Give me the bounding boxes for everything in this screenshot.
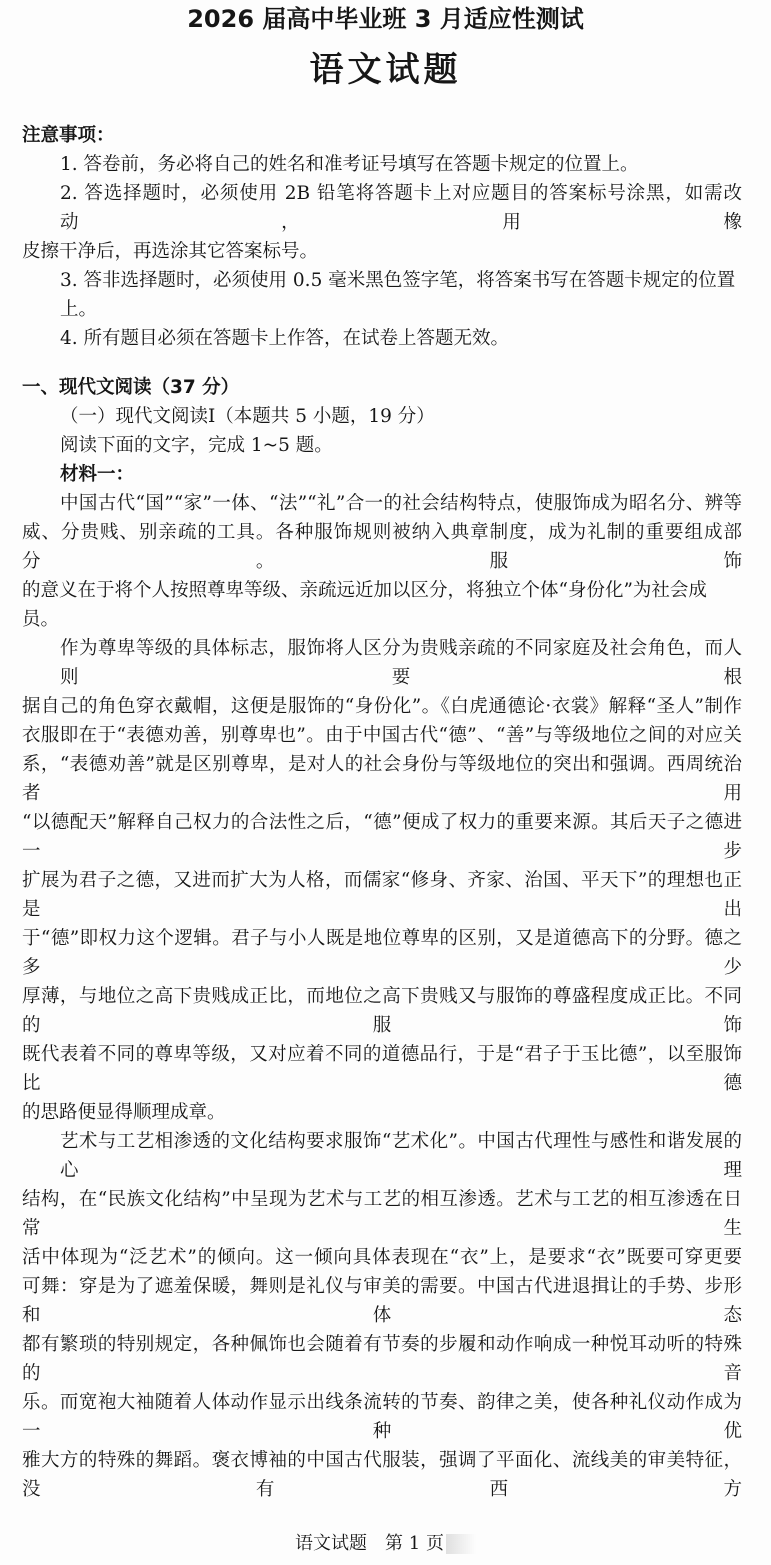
- passage-line: 威、分贵贱、别亲疏的工具。各种服饰规则被纳入典章制度，成为礼制的重要组成部分。服饰: [22, 522, 742, 572]
- passage-line: 衣服即在于“表德劝善，别尊卑也”。由于中国古代“德”、“善”与等级地位之间的对应关: [22, 725, 742, 746]
- notice-heading: 注意事项：: [22, 125, 115, 146]
- page-number: 语文试题 第 1 页: [295, 1533, 444, 1554]
- passage-line: 的意义在于将个人按照尊卑等级、亲疏远近加以区分，将独立个体“身份化”为社会成员。: [22, 580, 707, 630]
- passage-line: 于“德”即权力这个逻辑。君子与小人既是地位尊卑的区别，又是道德高下的分野。德之多少: [22, 928, 742, 978]
- passage-line: 扩展为君子之德，又进而扩大为人格，而儒家“修身、齐家、治国、平天下”的理想也正是出: [22, 870, 742, 920]
- section-header: [22, 373, 742, 489]
- subject-title: 语文试题: [309, 50, 462, 90]
- passage-line: 结构，在“民族文化结构”中呈现为艺术与工艺的相互渗透。艺术与工艺的相互渗透在日常生: [22, 1189, 742, 1239]
- passage-line: 乐。而宽袍大袖随着人体动作显示出线条流转的节奏、韵律之美，使各种礼仪动作成为一种优: [22, 1392, 742, 1442]
- notice-item-continued: 皮擦干净后，再选涂其它答案标号。: [22, 241, 319, 262]
- exam-title: 2026 届高中毕业班 3 月适应性测试: [187, 5, 584, 33]
- passage-line: 中国古代“国”“家”一体、“法”“礼”合一的社会结构特点，使服饰成为昭名分、辨等: [60, 493, 742, 514]
- passage-line: 据自己的角色穿衣戴帽，这便是服饰的“身份化”。《白虎通德论·衣裳》解释“圣人”制作: [22, 696, 742, 717]
- notice-section: [22, 121, 742, 353]
- passage-line: 都有繁琐的特别规定，各种佩饰也会随着有节奏的步履和动作响成一种悦耳动听的特殊的音: [22, 1334, 742, 1384]
- passage-line: 的思路便显得顺理成章。: [22, 1102, 226, 1123]
- passage-line: 作为尊卑等级的具体标志，服饰将人区分为贵贱亲疏的不同家庭及社会角色，而人则要根: [60, 638, 742, 688]
- passage-line: 系，“表德劝善”就是区别尊卑，是对人的社会身份与等级地位的突出和强调。西周统治者用: [22, 754, 742, 804]
- passage-line: 厚薄，与地位之高下贵贱成正比，而地位之高下贵贱又与服饰的尊盛程度成正比。不同的服饰: [22, 986, 742, 1036]
- page-footer: [0, 1531, 771, 1565]
- passage-line: 雅大方的特殊的舞蹈。褒衣博袖的中国古代服装，强调了平面化、流线美的审美特征，没有西方: [22, 1450, 742, 1500]
- passage-line: 艺术与工艺相渗透的文化结构要求服饰“艺术化”。中国古代理性与感性和谐发展的心理: [60, 1131, 742, 1181]
- scan-smudge: [446, 1534, 476, 1554]
- notice-item: 4. 所有题目必须在答题卡上作答，在试卷上答题无效。: [60, 328, 510, 349]
- notice-item: 3. 答非选择题时，必须使用 0.5 毫米黑色签字笔，将答案书写在答题卡规定的位置上。: [60, 270, 736, 320]
- section-instruction: 阅读下面的文字，完成 1~5 题。: [60, 435, 333, 456]
- passage-line: 活中体现为“泛艺术”的倾向。这一倾向具体表现在“衣”上，是要求“衣”既要可穿更要: [22, 1247, 742, 1268]
- passage-line: 既代表着不同的尊卑等级，又对应着不同的道德品行，于是“君子于玉比德”，以至服饰比德: [22, 1044, 742, 1094]
- material-label: 材料一：: [60, 464, 135, 485]
- section-title: 一、现代文阅读（37 分）: [22, 377, 240, 398]
- notice-item: 2. 答选择题时，必须使用 2B 铅笔将答题卡上对应题目的答案标号涂黑，如需改动，用橡: [60, 183, 742, 233]
- passage-line: 可舞：穿是为了遮羞保暖，舞则是礼仪与审美的需要。中国古代进退揖让的手势、步形和体态: [22, 1276, 742, 1326]
- notice-item: 1. 答卷前，务必将自己的姓名和准考证号填写在答题卡规定的位置上。: [60, 154, 639, 175]
- passage-line: “以德配天”解释自己权力的合法性之后，“德”便成了权力的重要来源。其后天子之德进一步: [22, 812, 742, 862]
- passage-body: [22, 489, 742, 1504]
- section-subtitle: （一）现代文阅读Ⅰ（本题共 5 小题，19 分）: [60, 406, 435, 427]
